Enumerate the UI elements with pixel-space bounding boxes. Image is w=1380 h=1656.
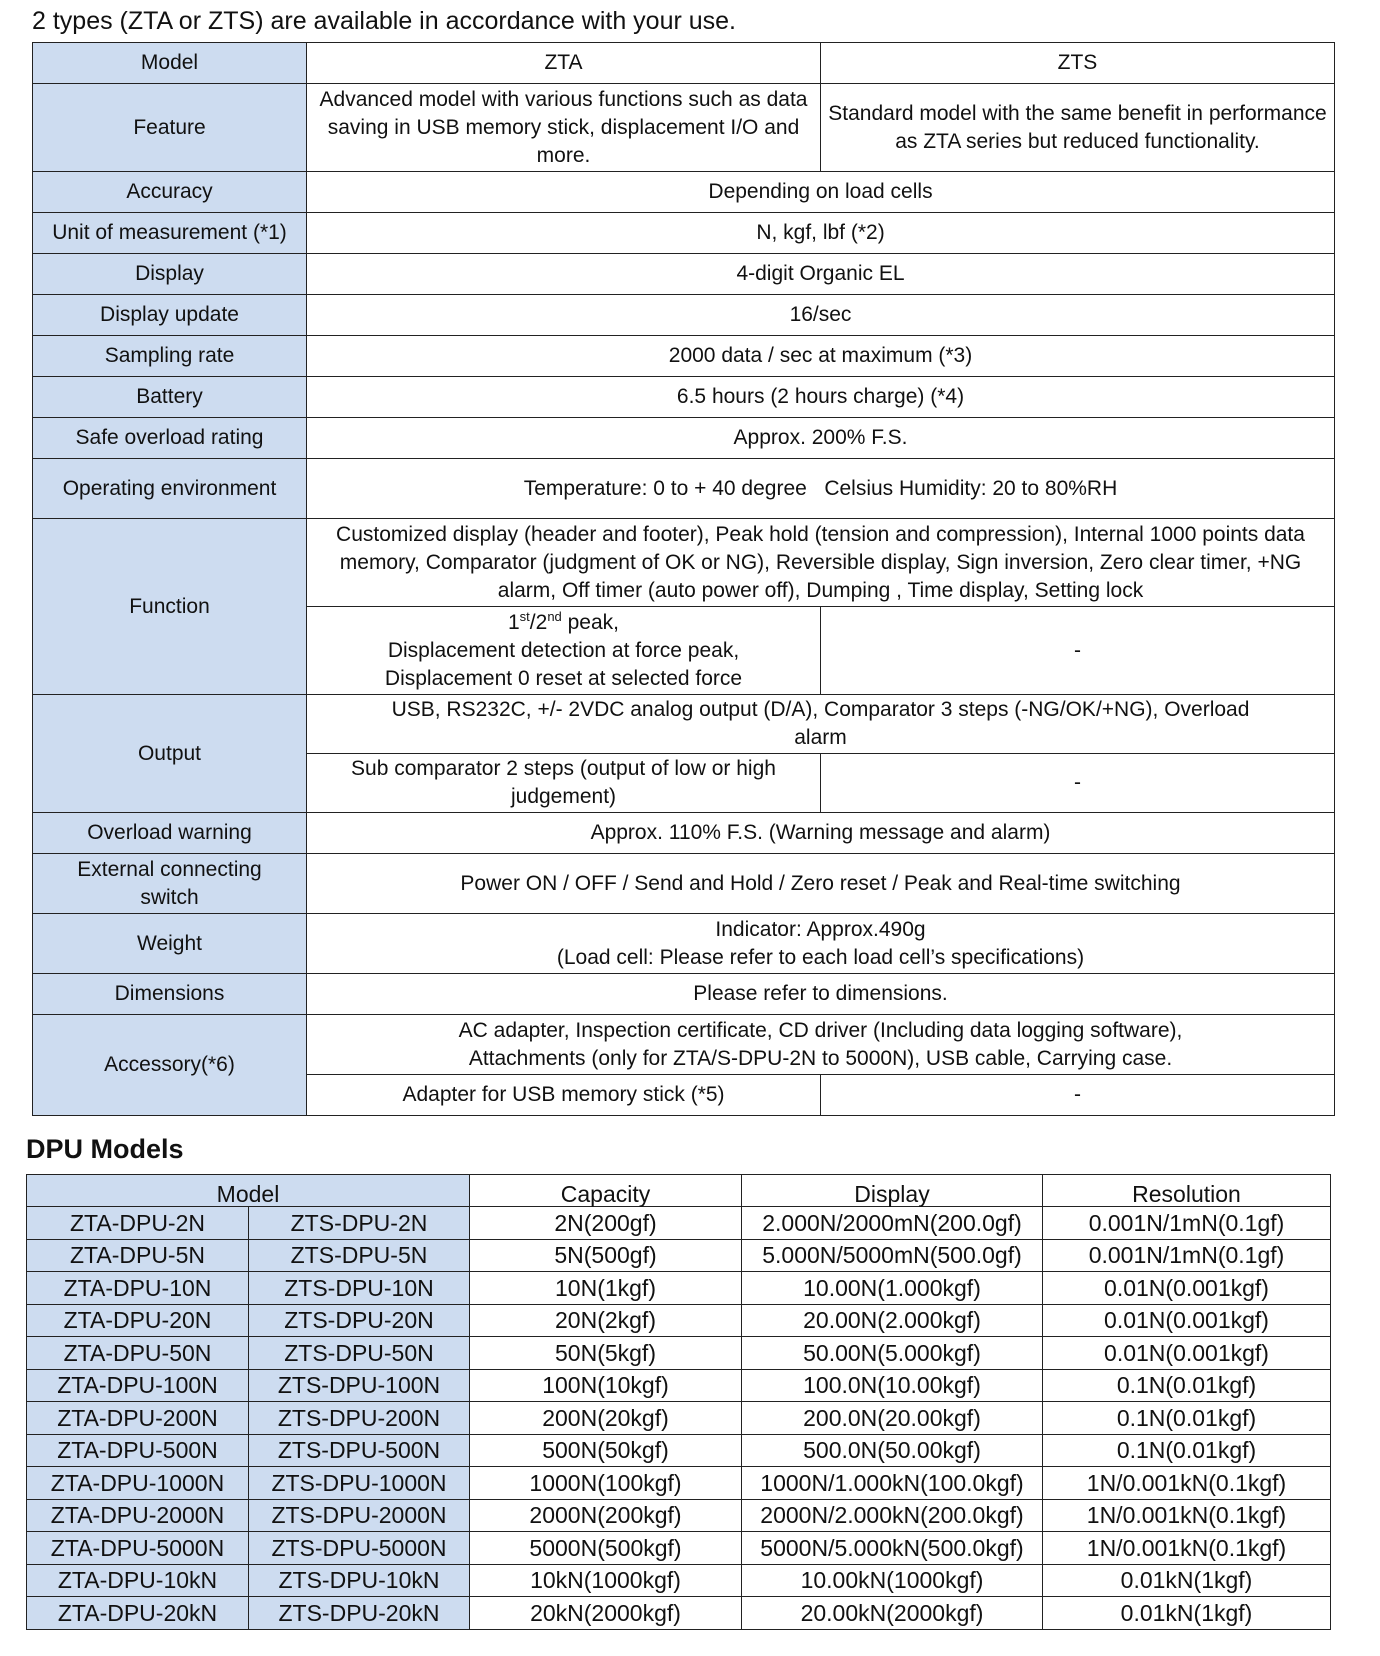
model-cell-zts: ZTS-DPU-10N bbox=[249, 1272, 470, 1305]
spec-accuracy-value: Depending on load cells bbox=[307, 172, 1335, 213]
model-cell-capacity: 100N(10kgf) bbox=[470, 1369, 742, 1402]
spec-label-accuracy: Accuracy bbox=[33, 172, 307, 213]
model-cell-display: 2000N/2.000kN(200.0kgf) bbox=[742, 1499, 1043, 1532]
spec-weight-line1: Indicator: Approx.490g bbox=[715, 917, 926, 941]
model-cell-zts: ZTS-DPU-10kN bbox=[249, 1564, 470, 1597]
spec-overload-warning-value: Approx. 110% F.S. (Warning message and alarm) bbox=[307, 813, 1335, 854]
spec-row-sampling-rate bbox=[33, 336, 1335, 377]
model-cell-zts: ZTS-DPU-1000N bbox=[249, 1467, 470, 1500]
model-cell-display: 20.00kN(2000kgf) bbox=[742, 1597, 1043, 1630]
spec-function-zta-line3: Displacement 0 reset at selected force bbox=[384, 666, 743, 690]
spec-sampling-rate-value: 2000 data / sec at maximum (*3) bbox=[307, 336, 1335, 377]
spec-row-overload-rating bbox=[33, 418, 1335, 459]
spec-row-overload-warning bbox=[33, 813, 1335, 854]
spec-row-output bbox=[33, 695, 1335, 754]
model-cell-resolution: 1N/0.001kN(0.1kgf) bbox=[1043, 1532, 1331, 1565]
model-cell-capacity: 2N(200gf) bbox=[470, 1207, 742, 1240]
model-cell-display: 5000N/5.000kN(500.0kgf) bbox=[742, 1532, 1043, 1565]
table-row bbox=[27, 1402, 1331, 1435]
model-cell-resolution: 0.1N(0.01kgf) bbox=[1043, 1369, 1331, 1402]
spec-row-dimensions bbox=[33, 974, 1335, 1015]
spec-function-zts: - bbox=[821, 607, 1335, 695]
spec-accessory-zts: - bbox=[821, 1075, 1335, 1116]
spec-row-feature bbox=[33, 84, 1335, 172]
spec-label-battery: Battery bbox=[33, 377, 307, 418]
model-cell-resolution: 0.01N(0.001kgf) bbox=[1043, 1304, 1331, 1337]
spec-label-environment: Operating environment bbox=[33, 459, 307, 519]
spec-accessory-common bbox=[307, 1015, 1335, 1075]
model-cell-zta: ZTA-DPU-500N bbox=[27, 1434, 249, 1467]
spec-label-feature: Feature bbox=[33, 84, 307, 172]
spec-label-display: Display bbox=[33, 254, 307, 295]
spec-row-function bbox=[33, 519, 1335, 607]
model-cell-resolution: 1N/0.001kN(0.1kgf) bbox=[1043, 1499, 1331, 1532]
model-cell-zts: ZTS-DPU-50N bbox=[249, 1337, 470, 1370]
spec-row-unit bbox=[33, 213, 1335, 254]
model-cell-capacity: 5000N(500kgf) bbox=[470, 1532, 742, 1565]
model-cell-display: 5.000N/5000mN(500.0gf) bbox=[742, 1239, 1043, 1272]
model-cell-zta: ZTA-DPU-2N bbox=[27, 1207, 249, 1240]
model-cell-capacity: 10N(1kgf) bbox=[470, 1272, 742, 1305]
model-cell-capacity: 20N(2kgf) bbox=[470, 1304, 742, 1337]
model-cell-display: 20.00N(2.000kgf) bbox=[742, 1304, 1043, 1337]
spec-model-zts: ZTS bbox=[821, 43, 1335, 84]
model-cell-zta: ZTA-DPU-2000N bbox=[27, 1499, 249, 1532]
spec-label-accessory: Accessory(*6) bbox=[33, 1015, 307, 1116]
spec-display-update-value: 16/sec bbox=[307, 295, 1335, 336]
spec-function-zta-line2: Displacement detection at force peak, bbox=[387, 638, 740, 662]
model-cell-zta: ZTA-DPU-50N bbox=[27, 1337, 249, 1370]
table-row bbox=[27, 1434, 1331, 1467]
spec-row-ext-switch bbox=[33, 854, 1335, 914]
table-row bbox=[27, 1499, 1331, 1532]
model-cell-capacity: 50N(5kgf) bbox=[470, 1337, 742, 1370]
model-cell-zta: ZTA-DPU-5000N bbox=[27, 1532, 249, 1565]
model-cell-resolution: 0.001N/1mN(0.1gf) bbox=[1043, 1239, 1331, 1272]
spec-label-output: Output bbox=[33, 695, 307, 813]
model-cell-display: 50.00N(5.000kgf) bbox=[742, 1337, 1043, 1370]
model-cell-zts: ZTS-DPU-20N bbox=[249, 1304, 470, 1337]
model-cell-display: 2.000N/2000mN(200.0gf) bbox=[742, 1207, 1043, 1240]
spec-row-weight bbox=[33, 914, 1335, 974]
spec-weight-value bbox=[307, 914, 1335, 974]
table-row bbox=[27, 1467, 1331, 1500]
spec-accessory-zta: Adapter for USB memory stick (*5) bbox=[307, 1075, 821, 1116]
intro-text: 2 types (ZTA or ZTS) are available in accordance with your use. bbox=[32, 7, 737, 35]
model-cell-zts: ZTS-DPU-500N bbox=[249, 1434, 470, 1467]
model-cell-resolution: 0.01kN(1kgf) bbox=[1043, 1564, 1331, 1597]
spec-row-accessory bbox=[33, 1015, 1335, 1075]
spec-table bbox=[32, 42, 1335, 1116]
spec-row-battery bbox=[33, 377, 1335, 418]
spec-weight-line2: (Load cell: Please refer to each load cell’s specifications) bbox=[556, 945, 1085, 969]
spec-label-dimensions: Dimensions bbox=[33, 974, 307, 1015]
spec-function-zta bbox=[307, 607, 821, 695]
models-header-row bbox=[27, 1175, 1331, 1207]
model-cell-capacity: 500N(50kgf) bbox=[470, 1434, 742, 1467]
table-row bbox=[27, 1337, 1331, 1370]
model-cell-zta: ZTA-DPU-1000N bbox=[27, 1467, 249, 1500]
model-cell-zts: ZTS-DPU-200N bbox=[249, 1402, 470, 1435]
model-cell-display: 10.00N(1.000kgf) bbox=[742, 1272, 1043, 1305]
model-cell-zta: ZTA-DPU-200N bbox=[27, 1402, 249, 1435]
spec-label-model: Model bbox=[33, 43, 307, 84]
spec-unit-value: N, kgf, lbf (*2) bbox=[307, 213, 1335, 254]
spec-model-zta: ZTA bbox=[307, 43, 821, 84]
models-heading: DPU Models bbox=[26, 1134, 184, 1164]
model-cell-zts: ZTS-DPU-20kN bbox=[249, 1597, 470, 1630]
models-table bbox=[26, 1174, 1331, 1630]
model-cell-capacity: 5N(500gf) bbox=[470, 1239, 742, 1272]
model-cell-display: 200.0N(20.00kgf) bbox=[742, 1402, 1043, 1435]
spec-label-display-update: Display update bbox=[33, 295, 307, 336]
model-cell-zta: ZTA-DPU-10kN bbox=[27, 1564, 249, 1597]
model-cell-display: 100.0N(10.00kgf) bbox=[742, 1369, 1043, 1402]
model-cell-display: 10.00kN(1000kgf) bbox=[742, 1564, 1043, 1597]
spec-function-zta-peak: 1st/2nd peak, bbox=[507, 608, 619, 634]
models-header-display: Display bbox=[742, 1175, 1043, 1207]
table-row bbox=[27, 1239, 1331, 1272]
model-cell-resolution: 0.1N(0.01kgf) bbox=[1043, 1402, 1331, 1435]
model-cell-zta: ZTA-DPU-20N bbox=[27, 1304, 249, 1337]
spec-label-sampling-rate: Sampling rate bbox=[33, 336, 307, 377]
model-cell-display: 1000N/1.000kN(100.0kgf) bbox=[742, 1467, 1043, 1500]
models-header-model: Model bbox=[27, 1175, 470, 1207]
table-row bbox=[27, 1597, 1331, 1630]
model-cell-zta: ZTA-DPU-5N bbox=[27, 1239, 249, 1272]
model-cell-capacity: 2000N(200kgf) bbox=[470, 1499, 742, 1532]
model-cell-zta: ZTA-DPU-20kN bbox=[27, 1597, 249, 1630]
table-row bbox=[27, 1207, 1331, 1240]
table-row bbox=[27, 1532, 1331, 1565]
spec-output-zta: Sub comparator 2 steps (output of low or high judgement) bbox=[307, 754, 821, 813]
model-cell-resolution: 0.01N(0.001kgf) bbox=[1043, 1272, 1331, 1305]
spec-label-unit: Unit of measurement (*1) bbox=[33, 213, 307, 254]
model-cell-capacity: 20kN(2000kgf) bbox=[470, 1597, 742, 1630]
spec-label-weight: Weight bbox=[33, 914, 307, 974]
spec-row-environment bbox=[33, 459, 1335, 519]
model-cell-capacity: 10kN(1000kgf) bbox=[470, 1564, 742, 1597]
model-cell-resolution: 0.01kN(1kgf) bbox=[1043, 1597, 1331, 1630]
spec-label-function: Function bbox=[33, 519, 307, 695]
table-row bbox=[27, 1564, 1331, 1597]
spec-label-overload-rating: Safe overload rating bbox=[33, 418, 307, 459]
spec-output-common: USB, RS232C, +/- 2VDC analog output (D/A), Comparator 3 steps (-NG/OK/+NG), Overload alarm bbox=[307, 695, 1335, 754]
spec-row-display-update bbox=[33, 295, 1335, 336]
spec-feature-zts: Standard model with the same benefit in performance as ZTA series but reduced functionality. bbox=[821, 84, 1335, 172]
model-cell-zts: ZTS-DPU-100N bbox=[249, 1369, 470, 1402]
model-cell-resolution: 0.001N/1mN(0.1gf) bbox=[1043, 1207, 1331, 1240]
spec-output-zts: - bbox=[821, 754, 1335, 813]
model-cell-zts: ZTS-DPU-5N bbox=[249, 1239, 470, 1272]
table-row bbox=[27, 1304, 1331, 1337]
model-cell-resolution: 0.1N(0.01kgf) bbox=[1043, 1434, 1331, 1467]
spec-label-ext-switch: External connecting switch bbox=[33, 854, 307, 914]
spec-accessory-line2: Attachments (only for ZTA/S-DPU-2N to 5000N), USB cable, Carrying case. bbox=[468, 1046, 1173, 1070]
spec-label-overload-warning: Overload warning bbox=[33, 813, 307, 854]
model-cell-resolution: 1N/0.001kN(0.1kgf) bbox=[1043, 1467, 1331, 1500]
spec-row-accuracy bbox=[33, 172, 1335, 213]
spec-accessory-line1: AC adapter, Inspection certificate, CD driver (Including data logging software), bbox=[458, 1018, 1183, 1042]
model-cell-zts: ZTS-DPU-2N bbox=[249, 1207, 470, 1240]
models-header-capacity: Capacity bbox=[470, 1175, 742, 1207]
model-cell-capacity: 1000N(100kgf) bbox=[470, 1467, 742, 1500]
model-cell-display: 500.0N(50.00kgf) bbox=[742, 1434, 1043, 1467]
spec-row-display bbox=[33, 254, 1335, 295]
spec-function-common: Customized display (header and footer), Peak hold (tension and compression), Internal 1000 points data memory, Comparator (judgment of OK or NG), Reversible display, Sign inversion, Zero clear timer, +NG alarm, Off timer (auto power off), Dumping , Time display, Setting lock bbox=[307, 519, 1335, 607]
models-header-resolution: Resolution bbox=[1043, 1175, 1331, 1207]
model-cell-zta: ZTA-DPU-10N bbox=[27, 1272, 249, 1305]
table-row bbox=[27, 1272, 1331, 1305]
spec-overload-rating-value: Approx. 200% F.S. bbox=[307, 418, 1335, 459]
spec-feature-zta: Advanced model with various functions such as data saving in USB memory stick, displacement I/O and more. bbox=[307, 84, 821, 172]
spec-ext-switch-value: Power ON / OFF / Send and Hold / Zero reset / Peak and Real-time switching bbox=[307, 854, 1335, 914]
model-cell-capacity: 200N(20kgf) bbox=[470, 1402, 742, 1435]
model-cell-zta: ZTA-DPU-100N bbox=[27, 1369, 249, 1402]
model-cell-zts: ZTS-DPU-2000N bbox=[249, 1499, 470, 1532]
spec-display-value: 4-digit Organic EL bbox=[307, 254, 1335, 295]
spec-environment-value: Temperature: 0 to + 40 degree Celsius Humidity: 20 to 80%RH bbox=[307, 459, 1335, 519]
model-cell-resolution: 0.01N(0.001kgf) bbox=[1043, 1337, 1331, 1370]
model-cell-zts: ZTS-DPU-5000N bbox=[249, 1532, 470, 1565]
spec-row-model bbox=[33, 43, 1335, 84]
table-row bbox=[27, 1369, 1331, 1402]
spec-dimensions-value: Please refer to dimensions. bbox=[307, 974, 1335, 1015]
spec-battery-value: 6.5 hours (2 hours charge) (*4) bbox=[307, 377, 1335, 418]
